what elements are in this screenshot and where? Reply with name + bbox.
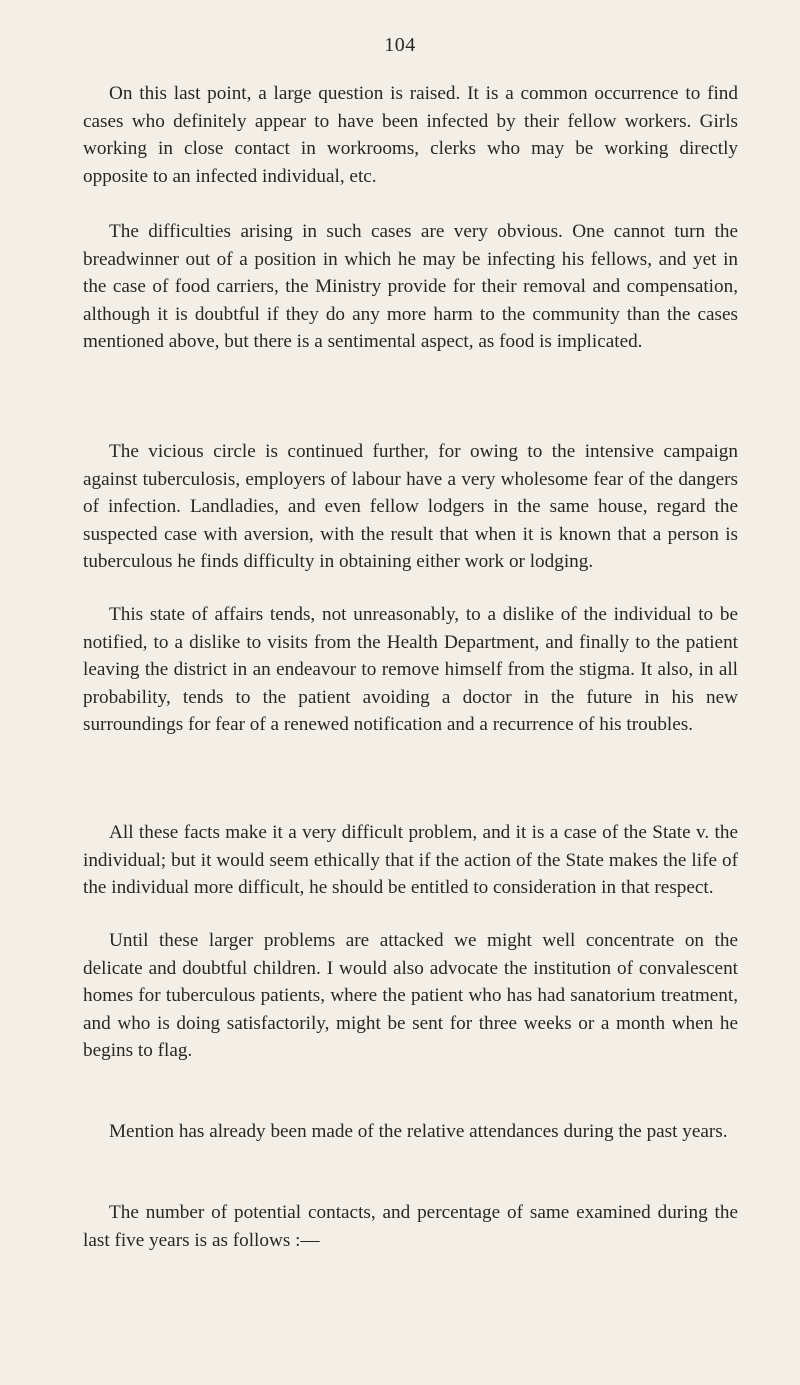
paragraph-convalescent-homes: Until these larger problems are attacked we might well concentrate on the delicate and doubtful children. I would also advocate the institution of convalescent homes for tuberculous patients, where the patient who has had sanatorium treatment, and who is doing satisfactorily, might be sent for three weeks or a month when he begins to flag. <box>83 930 738 1062</box>
paragraph-potential-contacts: The number of potential contacts, and percentage of same examined during the last five years is as follows :— <box>83 1202 738 1251</box>
paragraph-state-of-affairs: This state of affairs tends, not unreasonably, to a dislike of the individual to be notified, to a dislike to visits from the Health Department, and finally to the patient leaving the district in an endeavour to remove himself from the stigma. It also, in all probability, tends to the patient avoiding a doctor in the future in his new surroundings for fear of a renewed notification and a recurrence of his troubles. <box>83 604 738 736</box>
paragraph-difficulties: The difficulties arising in such cases are very obvious. One cannot turn the breadwinner out of a position in which he may be infecting his fellows, and yet in the case of food carriers, the Ministry provide for their removal and compensation, although it is doubtful if they do any more harm to the community than the cases mentioned above, but there is a sentimental aspect, as food is implicated. <box>83 221 738 353</box>
page-number: 104 <box>384 34 416 56</box>
paragraph-infection-at-work: On this last point, a large question is raised. It is a common occurrence to find cases who definitely appear to have been infected by their fellow workers. Girls working in close contact in workrooms, clerks who may be working directly opposite to an infected individual, etc. <box>83 83 738 187</box>
paragraph-vicious-circle: The vicious circle is continued further, for owing to the intensive campaign against tuberculosis, employers of labour have a very wholesome fear of the dangers of infection. Landladies, and even fellow lodgers in the same house, regard the suspected case with aversion, with the result that when it is known that a person is tuberculous he finds difficulty in obtaining either work or lodging. <box>83 441 738 573</box>
paragraph-state-vs-individual: All these facts make it a very difficult problem, and it is a case of the State v. the individual; but it would seem ethically that if the action of the State makes the life of the individual more difficult, he should be entitled to consideration in that respect. <box>83 822 738 899</box>
paragraph-attendances: Mention has already been made of the relative attendances during the past years. <box>109 1121 728 1142</box>
